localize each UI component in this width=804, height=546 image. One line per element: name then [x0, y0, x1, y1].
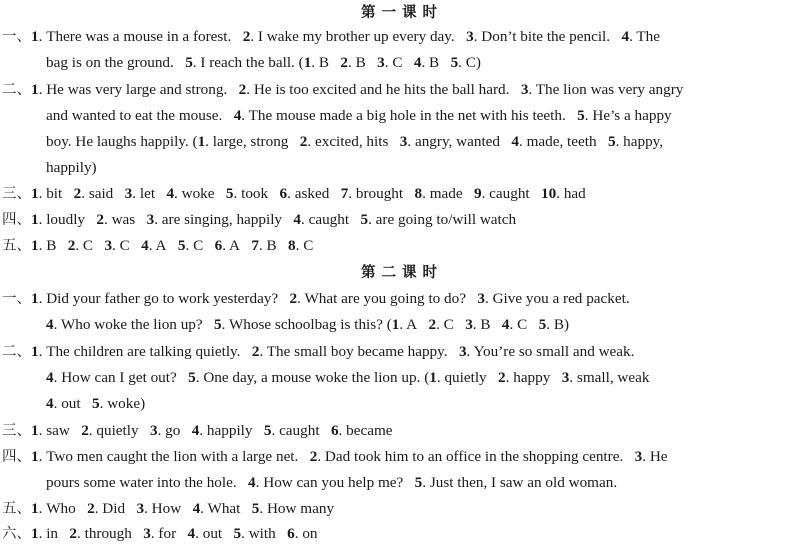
answer-segment: . C): [458, 54, 481, 71]
answer-segment: and wanted to eat the mouse.: [46, 107, 234, 124]
answer-segment: . The children are talking quietly.: [38, 343, 252, 360]
answer-segment: . woke: [174, 185, 226, 202]
item-number: 4: [511, 133, 519, 150]
answer-segment: bag is on the ground.: [46, 54, 186, 71]
item-number: 3: [136, 500, 145, 517]
item-number: 1: [31, 422, 39, 439]
item-number: 2: [289, 290, 298, 307]
item-number: 2: [251, 343, 260, 360]
item-number: 1: [303, 54, 312, 71]
item-number: 2: [428, 316, 437, 333]
item-number: 4: [46, 316, 54, 333]
answer-segment: . You’re so small and weak.: [466, 343, 635, 360]
answer-segment: . became: [338, 422, 393, 439]
answer-text: [46, 54, 481, 71]
item-number: 6: [214, 237, 223, 254]
item-number: 1: [31, 525, 39, 542]
item-number: 1: [31, 211, 39, 228]
item-number: 4: [191, 422, 200, 439]
section-mark: 五、: [2, 501, 31, 517]
item-number: 2: [309, 448, 318, 465]
item-number: 4: [141, 237, 149, 254]
answer-segment: . C: [384, 54, 414, 71]
item-number: 3: [399, 133, 408, 150]
answer-text: [31, 28, 660, 45]
l1-s1-line2: [46, 51, 481, 75]
l2-s4-line1: [2, 445, 668, 469]
item-number: 1: [31, 81, 39, 98]
answer-text: [31, 237, 313, 254]
item-number: 2: [242, 28, 251, 45]
answer-segment: . He is too excited and he hits the ball hard.: [246, 81, 521, 98]
item-number: 5: [414, 474, 423, 491]
answer-text: [46, 316, 569, 333]
answer-segment: . C: [436, 316, 466, 333]
answer-segment: . Who: [38, 500, 88, 517]
answer-segment: . B: [311, 54, 341, 71]
answer-segment: . with: [241, 525, 288, 542]
answer-text: [46, 474, 617, 491]
answer-segment: . C: [75, 237, 105, 254]
section-mark: 四、: [2, 212, 31, 228]
item-number: 2: [69, 525, 77, 542]
answer-text: [31, 185, 586, 202]
answer-text: [31, 525, 318, 542]
answer-segment: . Whose schoolbag is this? (: [221, 316, 392, 333]
answer-segment: . quietly: [436, 369, 499, 386]
answer-segment: . Just then, I saw an old woman.: [422, 474, 618, 491]
section-mark: 六、: [2, 526, 31, 542]
item-number: 2: [340, 54, 349, 71]
answer-text: [46, 395, 145, 412]
item-number: 4: [501, 316, 510, 333]
section-mark: 二、: [2, 344, 31, 360]
section-mark: 一、: [2, 29, 31, 45]
item-number: 2: [81, 422, 89, 439]
l2-s6-line1: [2, 522, 318, 546]
item-number: 10: [541, 185, 557, 202]
answer-segment: . quietly: [88, 422, 150, 439]
l1-s2-line4: happily): [46, 159, 97, 176]
answer-segment: . The: [629, 28, 661, 45]
item-number: 7: [251, 237, 259, 254]
item-number: 4: [46, 369, 54, 386]
item-number: 4: [187, 525, 196, 542]
answer-segment: . happily: [199, 422, 264, 439]
section-mark: 三、: [2, 186, 31, 202]
answer-segment: . I wake my brother up every day.: [250, 28, 467, 45]
item-number: 6: [287, 525, 295, 542]
answer-segment: . Give you a red packet.: [484, 290, 630, 307]
l2-s1-line2: [46, 313, 569, 337]
answer-text: [31, 81, 683, 98]
answer-segment: . was: [104, 211, 147, 228]
item-number: 1: [197, 133, 206, 150]
answer-segment: boy. He laughs happily. (: [46, 133, 198, 150]
item-number: 5: [360, 211, 369, 228]
lesson2-title: 第二课时: [361, 265, 443, 281]
answer-segment: . The mouse made a big hole in the net with his teeth.: [241, 107, 578, 124]
answer-segment: . through: [77, 525, 144, 542]
answer-segment: . caught: [481, 185, 542, 202]
answer-text: [31, 290, 630, 307]
answer-segment: . brought: [348, 185, 415, 202]
answer-text: [46, 133, 663, 150]
item-number: 3: [377, 54, 385, 71]
answer-segment: . A: [148, 237, 178, 254]
answer-segment: . C: [112, 237, 142, 254]
answer-segment: . loudly: [38, 211, 97, 228]
item-number: 3: [520, 81, 529, 98]
item-number: 5: [538, 316, 547, 333]
l1-s2-line2: [46, 104, 672, 128]
item-number: 1: [31, 28, 39, 45]
answer-segment: . Did: [94, 500, 137, 517]
l2-s3-line1: [2, 419, 393, 443]
answer-segment: . are singing, happily: [154, 211, 294, 228]
item-number: 4: [192, 500, 201, 517]
item-number: 1: [429, 369, 437, 386]
answer-segment: . C: [509, 316, 539, 333]
item-number: 3: [634, 448, 643, 465]
item-number: 2: [299, 133, 308, 150]
item-number: 1: [31, 448, 39, 465]
answer-segment: . small, weak: [569, 369, 650, 386]
item-number: 5: [607, 133, 616, 150]
answer-segment: . B: [38, 237, 68, 254]
answer-segment: . B: [472, 316, 502, 333]
answer-segment: . A: [222, 237, 252, 254]
item-number: 1: [31, 237, 39, 254]
item-number: 3: [149, 422, 158, 439]
answer-text: [31, 448, 668, 465]
answer-segment: . in: [38, 525, 70, 542]
item-number: 1: [31, 500, 39, 517]
answer-segment: . B: [421, 54, 451, 71]
answer-segment: . How: [144, 500, 193, 517]
answer-segment: . Dad took him to an office in the shopping centre.: [317, 448, 635, 465]
answer-text: [46, 107, 672, 124]
l2-s1-line1: [2, 287, 630, 311]
item-number: 2: [67, 237, 76, 254]
answer-segment: . He’s a happy: [584, 107, 672, 124]
l1-s2-line1: [2, 78, 683, 102]
item-number: 1: [31, 290, 39, 307]
section-mark: 一、: [2, 291, 31, 307]
answer-segment: . let: [132, 185, 167, 202]
answer-segment: . for: [150, 525, 188, 542]
answer-segment: . said: [81, 185, 125, 202]
item-number: 5: [185, 54, 193, 71]
item-number: 5: [225, 185, 234, 202]
answer-text: [46, 369, 649, 386]
item-number: 3: [477, 290, 485, 307]
item-number: 2: [87, 500, 95, 517]
answer-segment: . B: [258, 237, 289, 254]
l2-s2-line1: [2, 340, 634, 364]
item-number: 6: [279, 185, 288, 202]
answer-segment: . C: [185, 237, 215, 254]
answer-segment: . B: [348, 54, 378, 71]
answer-segment: . One day, a mouse woke the lion up. (: [195, 369, 430, 386]
item-number: 3: [466, 28, 474, 45]
answer-segment: . out: [53, 395, 92, 412]
answer-text: [31, 500, 334, 517]
item-number: 3: [146, 211, 155, 228]
answer-segment: . The lion was very angry: [528, 81, 684, 98]
answer-segment: . I reach the ball. (: [192, 54, 304, 71]
answer-segment: . How can I get out?: [53, 369, 189, 386]
answer-segment: . happy: [505, 369, 562, 386]
item-number: 3: [561, 369, 570, 386]
answer-segment: . B): [546, 316, 570, 333]
item-number: 1: [391, 316, 400, 333]
item-number: 4: [621, 28, 630, 45]
answer-segment: . saw: [38, 422, 82, 439]
section-mark: 五、: [2, 238, 31, 254]
item-number: 5: [263, 422, 272, 439]
answer-segment: . angry, wanted: [407, 133, 512, 150]
item-number: 4: [248, 474, 256, 491]
item-number: 3: [124, 185, 133, 202]
item-number: 4: [233, 107, 242, 124]
item-number: 3: [465, 316, 473, 333]
answer-segment: . There was a mouse in a forest.: [38, 28, 243, 45]
item-number: 6: [330, 422, 339, 439]
l1-s1-line1: [2, 25, 660, 49]
item-number: 4: [293, 211, 301, 228]
answer-segment: . took: [233, 185, 280, 202]
item-number: 8: [414, 185, 423, 202]
answer-segment: . made: [422, 185, 474, 202]
l2-s4-line2: [46, 471, 617, 495]
l2-s5-line1: [2, 497, 334, 521]
answer-segment: . asked: [287, 185, 341, 202]
item-number: 2: [238, 81, 247, 98]
answer-segment: . Two men caught the lion with a large net.: [38, 448, 310, 465]
item-number: 4: [413, 54, 422, 71]
answer-segment: . out: [195, 525, 234, 542]
answer-segment: . Did your father go to work yesterday?: [38, 290, 290, 307]
answer-segment: . Don’t bite the pencil.: [473, 28, 622, 45]
section-mark: 四、: [2, 449, 31, 465]
item-number: 1: [31, 343, 39, 360]
item-number: 3: [143, 525, 151, 542]
answer-segment: . He: [642, 448, 668, 465]
item-number: 5: [577, 107, 585, 124]
item-number: 8: [288, 237, 296, 254]
answer-segment: . go: [157, 422, 192, 439]
answer-text: [31, 343, 634, 360]
item-number: 9: [473, 185, 482, 202]
answer-segment: . bit: [38, 185, 74, 202]
item-number: 5: [450, 54, 459, 71]
answer-segment: . caught: [271, 422, 331, 439]
section-mark: 二、: [2, 82, 31, 98]
answer-segment: . are going to/will watch: [368, 211, 517, 228]
l1-s5-line1: [2, 234, 313, 258]
answer-segment: . How many: [259, 500, 335, 517]
l2-s2-line2: [46, 366, 649, 390]
item-number: 4: [166, 185, 175, 202]
item-number: 5: [188, 369, 196, 386]
answer-text: [31, 422, 393, 439]
answer-segment: . He was very large and strong.: [38, 81, 239, 98]
item-number: 3: [458, 343, 467, 360]
answer-segment: . had: [556, 185, 586, 202]
item-number: 5: [251, 500, 260, 517]
answer-segment: . made, teeth: [518, 133, 608, 150]
item-number: 3: [104, 237, 113, 254]
answer-segment: . Who woke the lion up?: [53, 316, 215, 333]
lesson1-title: 第一课时: [361, 5, 443, 21]
item-number: 5: [92, 395, 100, 412]
section-mark: 三、: [2, 423, 31, 439]
l1-s3-line1: [2, 182, 586, 206]
answer-segment: . How can you help me?: [255, 474, 415, 491]
item-number: 5: [177, 237, 186, 254]
item-number: 2: [96, 211, 104, 228]
answer-segment: pours some water into the hole.: [46, 474, 249, 491]
answer-segment: . excited, hits: [307, 133, 400, 150]
answer-segment: . A: [399, 316, 429, 333]
l1-s2-line3: [46, 130, 663, 154]
item-number: 7: [340, 185, 349, 202]
answer-text: [31, 211, 516, 228]
item-number: 2: [498, 369, 506, 386]
item-number: 5: [214, 316, 222, 333]
answer-segment: . caught: [301, 211, 361, 228]
l1-s4-line1: [2, 208, 516, 232]
item-number: 4: [46, 395, 54, 412]
answer-segment: . on: [294, 525, 318, 542]
answer-segment: . C: [295, 237, 314, 254]
item-number: 2: [73, 185, 82, 202]
answer-segment: . The small boy became happy.: [259, 343, 459, 360]
answer-segment: . large, strong: [205, 133, 300, 150]
l2-s2-line3: [46, 392, 145, 416]
answer-segment: . woke): [99, 395, 146, 412]
item-number: 1: [31, 185, 39, 202]
answer-segment: . happy,: [615, 133, 664, 150]
answer-segment: . What: [200, 500, 252, 517]
item-number: 5: [233, 525, 242, 542]
answer-segment: . What are you going to do?: [297, 290, 478, 307]
